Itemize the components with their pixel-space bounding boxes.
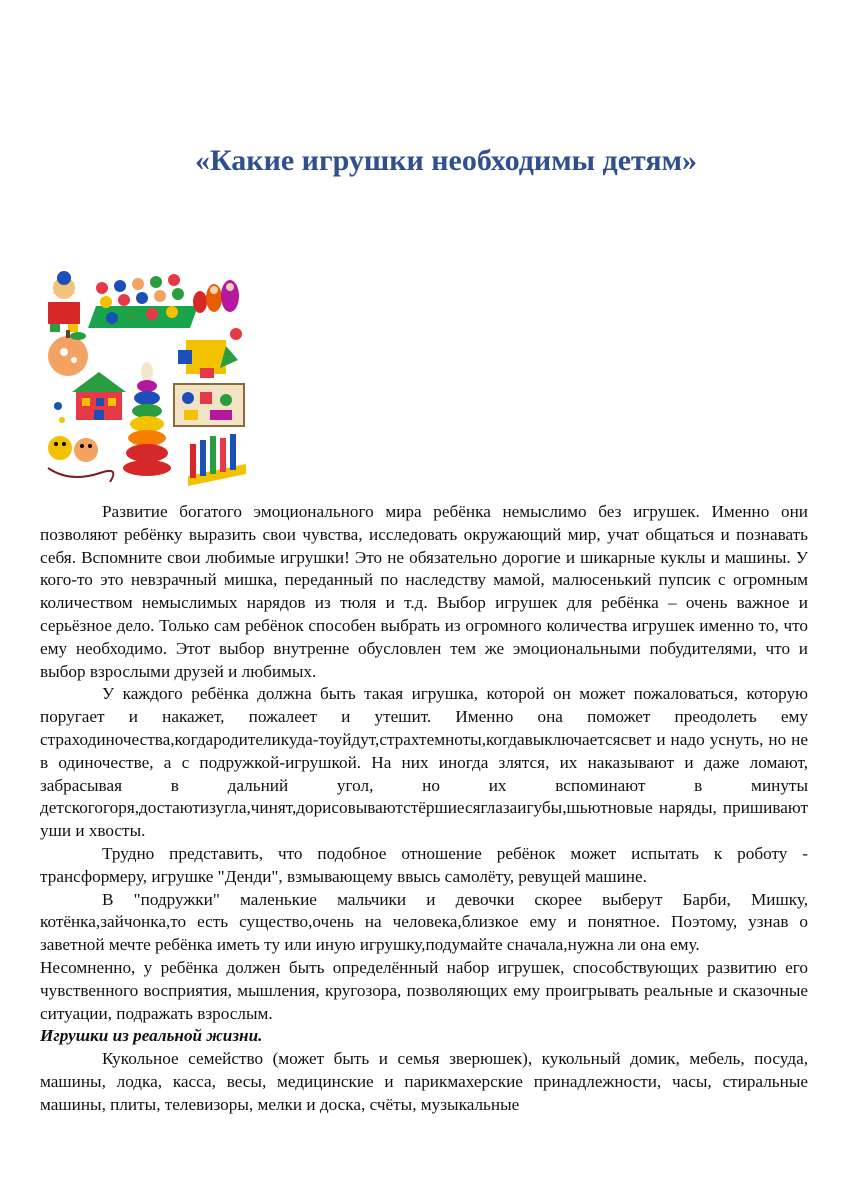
- toy-house-icon: [54, 372, 126, 423]
- paragraph-6: Кукольное семейство (может быть и семья зверюшек), кукольный домик, мебель, посуда, машины, лодка, касса, весы, медицинские и парикмахерские принадлежности, часы, стиральные машины, плиты, телевизоры, мелки и доска, счёты, музыкальные: [40, 1049, 808, 1114]
- paragraph-2: У каждого ребёнка должна быть такая игрушка, которой он может пожаловаться, которую поругает и накажет, пожалеет и утешит. Именно она поможет преодолеть ему страходиночества,когдародителикуда-тоуйдут,страхтемноты,когдавыключаетсясвет и надо уснуть, но не в одиночестве, а с подружкой-игрушкой. На них иногда злятся, их наказывают и даже ломают, забрасывая в дальний угол, но их вспоминают в минуты детскогогоря,достаютизугла,чинят,дорисовываютстёршиесяглазаигубы,шьютновые наряды, пришивают уши и хвосты.: [40, 684, 808, 841]
- page-title: «Какие игрушки необходимы детям»: [194, 144, 698, 178]
- article-body: [40, 501, 808, 1117]
- paragraph-4: В "подружки" маленькие мальчики и девочки скорее выберут Барби, Мишку, котёнка,зайчонка,то есть существо,очень на человека,близкое ему и понятное. Поэтому, узнав о заветной мечте ребёнка иметь ту или иную игрушку,подумайте сначала,нужна ли она ему.: [40, 889, 808, 955]
- section-subheading: Игрушки из реальной жизни.: [40, 1026, 263, 1046]
- apple-lacing-icon: [48, 330, 88, 376]
- clown-puzzle-icon: [48, 271, 80, 332]
- toys-collage-image: [40, 268, 250, 490]
- peg-board-icon: [88, 274, 198, 328]
- sorting-rods-icon: [188, 434, 246, 486]
- ring-pyramid-icon: [123, 362, 171, 476]
- matryoshka-icon: [193, 280, 239, 313]
- lacing-cards-icon: [48, 436, 113, 482]
- paragraph-3: Трудно представить, что подобное отношение ребёнок может испытать к роботу - трансформеру, игрушке "Денди", взмывающему ввысь самолёту, ревущей машине.: [40, 843, 808, 886]
- puzzle-board-icon: [174, 384, 244, 426]
- paragraph-1: Развитие богатого эмоционального мира ребёнка немыслимо без игрушек. Именно они позволяют ребёнку выразить свои чувства, исследовать окружающий мир, учат общаться и познавать себя. Вспомните свои любимые игрушки! Это не обязательно дорогие и шикарные куклы и машины. У кого-то это невзрачный мишка, переданный по наследству мамой, малюсенький пупсик с огромным количеством немыслимых нарядов из тюля и т.д. Выбор игрушек для ребёнка – очень важное и серьёзное дело. Только сам ребёнок способен выбрать из огромного количества игрушек именно то, что ему необходимо. Этот выбор внутренне обусловлен тем же эмоциональными побудителями, что и выбор взрослыми друзей и любимых.: [40, 502, 808, 681]
- paragraph-5: Несомненно, у ребёнка должен быть определённый набор игрушек, способствующих развитию его чувственного восприятия, мышления, кругозора, позволяющих ему проигрывать реальные и сказочные ситуации, подражать взрослым.: [40, 957, 808, 1023]
- shape-sorter-icon: [178, 328, 242, 378]
